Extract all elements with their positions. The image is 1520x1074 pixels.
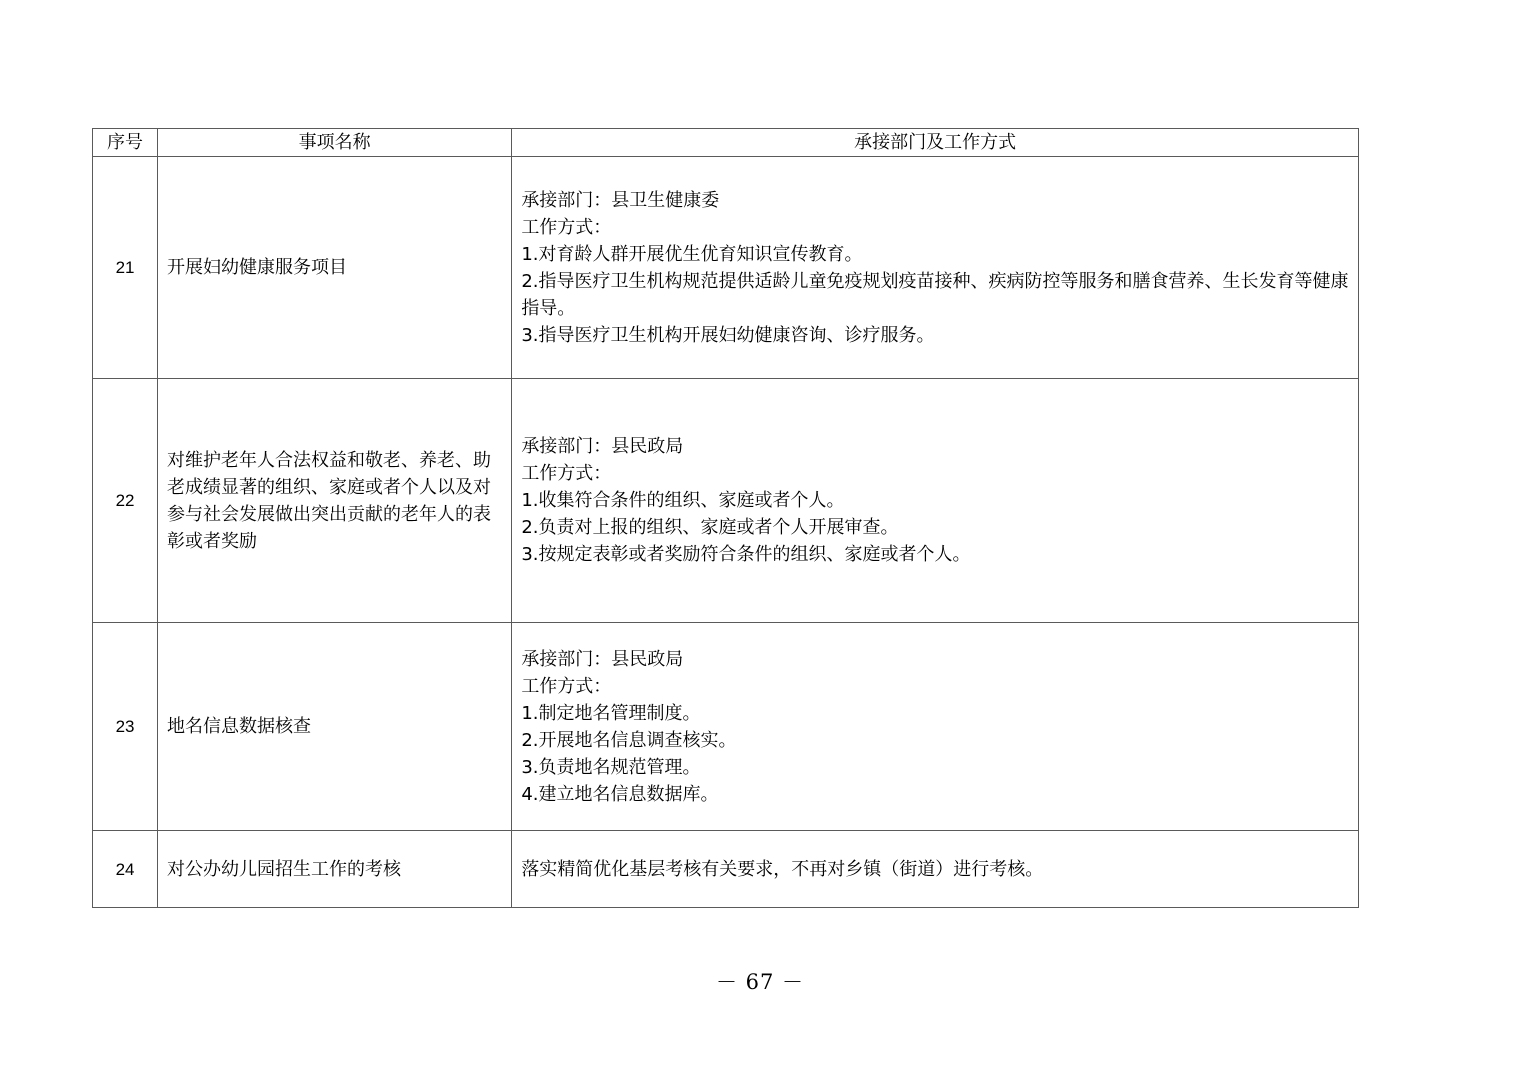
department-line: 承接部门：县民政局 bbox=[521, 436, 684, 457]
item-name: 开展妇幼健康服务项目 bbox=[158, 157, 512, 379]
department-and-method bbox=[512, 623, 1359, 831]
method-heading: 工作方式： bbox=[521, 463, 612, 484]
items-table bbox=[92, 128, 1359, 908]
department-and-method bbox=[512, 831, 1359, 908]
page-number: － 67 － bbox=[715, 970, 805, 994]
row-number: 21 bbox=[93, 157, 158, 379]
method-step: 1.收集符合条件的组织、家庭或者个人。 bbox=[521, 490, 845, 511]
header-item-name: 事项名称 bbox=[158, 129, 512, 157]
row-number: 24 bbox=[93, 831, 158, 908]
department-line: 承接部门：县民政局 bbox=[521, 648, 684, 670]
table-row bbox=[93, 831, 1359, 908]
method-step: 2.指导医疗卫生机构规范提供适龄儿童免疫规划疫苗接种、疾病防控等服务和膳食营养、生长发育等健康指导。 bbox=[521, 270, 1349, 319]
method-note: 落实精简优化基层考核有关要求，不再对乡镇（街道）进行考核。 bbox=[521, 858, 1044, 880]
method-step: 1.制定地名管理制度。 bbox=[521, 702, 701, 724]
method-step: 1.对育龄人群开展优生优育知识宣传教育。 bbox=[521, 243, 863, 265]
method-step: 2.开展地名信息调查核实。 bbox=[521, 729, 737, 751]
item-name: 对公办幼儿园招生工作的考核 bbox=[158, 831, 512, 908]
row-number: 23 bbox=[93, 623, 158, 831]
department-and-method bbox=[512, 157, 1359, 379]
department-line: 承接部门：县卫生健康委 bbox=[521, 189, 720, 211]
item-name: 地名信息数据核查 bbox=[158, 623, 512, 831]
item-name: 对维护老年人合法权益和敬老、养老、助老成绩显著的组织、家庭或者个人以及对参与社会发展做出突出贡献的老年人的表彰或者奖励 bbox=[158, 379, 512, 623]
table-row bbox=[93, 379, 1359, 623]
method-heading: 工作方式： bbox=[521, 216, 612, 238]
method-step: 3.按规定表彰或者奖励符合条件的组织、家庭或者个人。 bbox=[521, 544, 971, 565]
row-number: 22 bbox=[93, 379, 158, 623]
department-and-method bbox=[512, 379, 1359, 623]
table-header-row bbox=[93, 129, 1359, 157]
method-step: 2.负责对上报的组织、家庭或者个人开展审查。 bbox=[521, 517, 899, 538]
method-heading: 工作方式： bbox=[521, 675, 612, 697]
header-department-and-method: 承接部门及工作方式 bbox=[512, 129, 1359, 157]
table-row bbox=[93, 623, 1359, 831]
method-step: 3.指导医疗卫生机构开展妇幼健康咨询、诊疗服务。 bbox=[521, 324, 935, 346]
table-row bbox=[93, 157, 1359, 379]
header-serial-number: 序号 bbox=[93, 129, 158, 157]
method-step: 4.建立地名信息数据库。 bbox=[521, 783, 719, 805]
method-step: 3.负责地名规范管理。 bbox=[521, 756, 701, 778]
